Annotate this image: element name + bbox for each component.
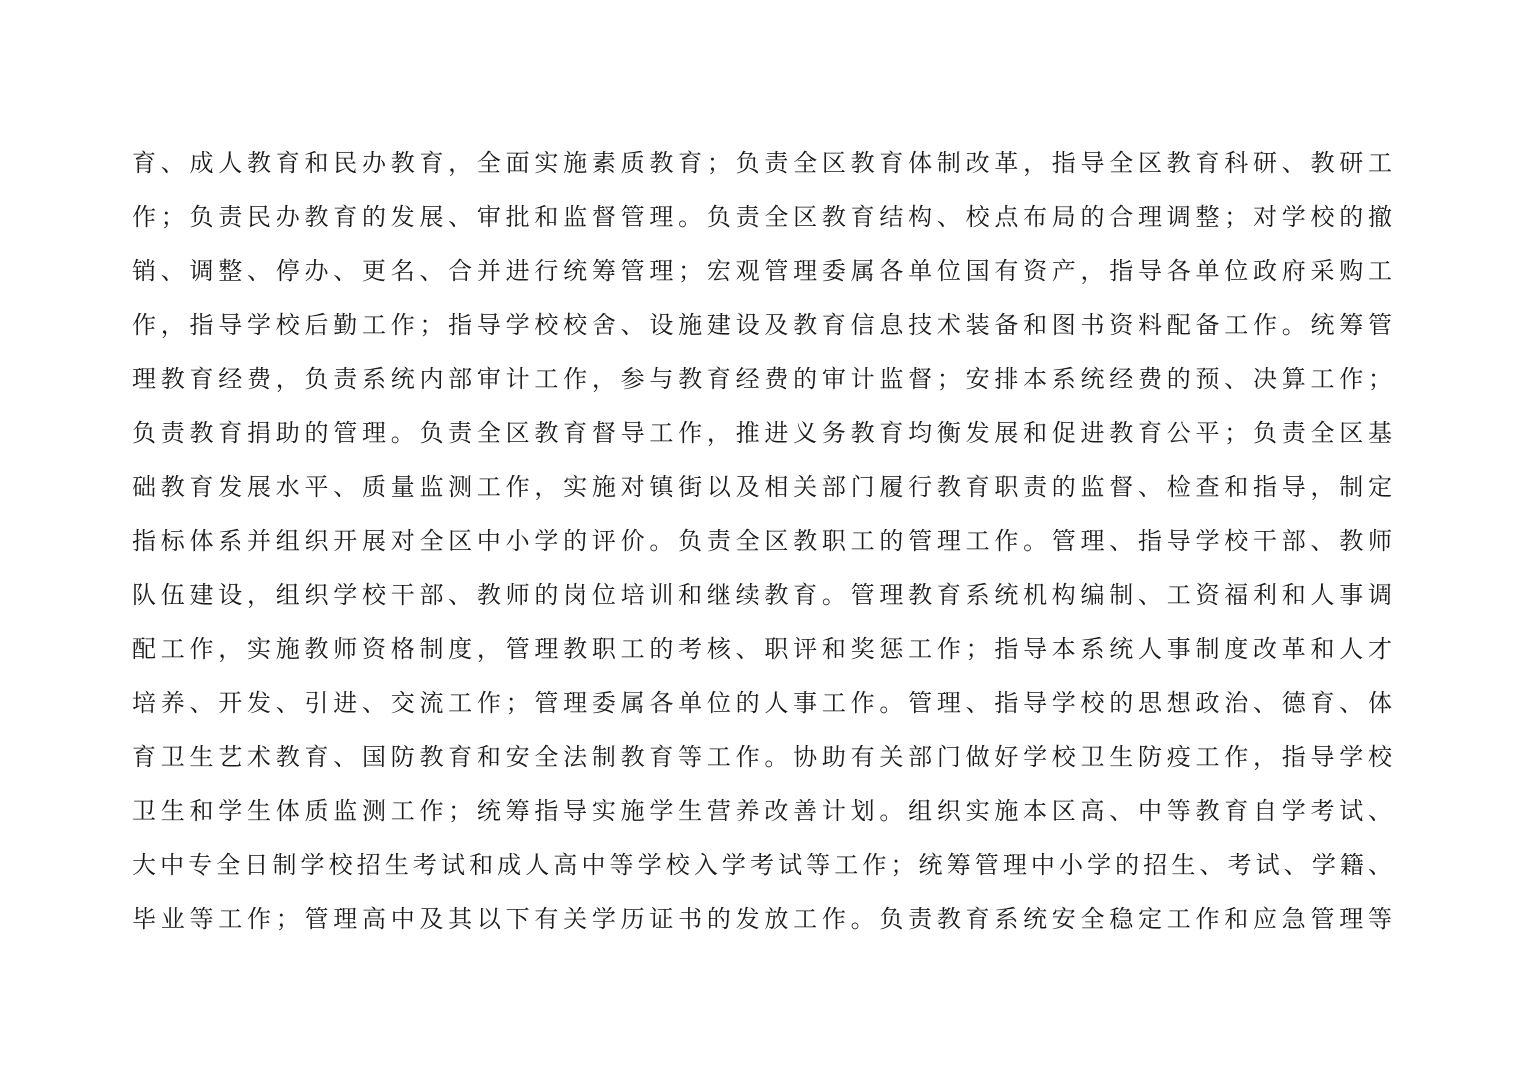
text-line-10: 配工作，实施教师资格制度，管理教职工的考核、职评和奖惩工作；指导本系统人事制度改革和人才 bbox=[132, 635, 1392, 663]
text-line-7: 础教育发展水平、质量监测工作，实施对镇街以及相关部门履行教育职责的监督、检查和指导，制定 bbox=[132, 473, 1392, 501]
text-line-14: 大中专全日制学校招生考试和成人高中等学校入学考试等工作；统筹管理中小学的招生、考试、学籍、 bbox=[132, 851, 1392, 879]
text-line-13: 卫生和学生体质监测工作；统筹指导实施学生营养改善计划。组织实施本区高、中等教育自学考试、 bbox=[132, 797, 1392, 825]
text-line-3: 销、调整、停办、更名、合并进行统筹管理；宏观管理委属各单位国有资产，指导各单位政府采购工 bbox=[132, 257, 1392, 285]
text-line-15: 毕业等工作；管理高中及其以下有关学历证书的发放工作。负责教育系统安全稳定工作和应急管理等 bbox=[132, 905, 1392, 933]
text-line-8: 指标体系并组织开展对全区中小学的评价。负责全区教职工的管理工作。管理、指导学校干部、教师 bbox=[132, 527, 1392, 555]
text-line-1: 育、成人教育和民办教育，全面实施素质教育；负责全区教育体制改革，指导全区教育科研、教研工 bbox=[132, 149, 1392, 177]
text-line-6: 负责教育捐助的管理。负责全区教育督导工作，推进义务教育均衡发展和促进教育公平；负责全区基 bbox=[132, 419, 1392, 447]
text-line-11: 培养、开发、引进、交流工作；管理委属各单位的人事工作。管理、指导学校的思想政治、德育、体 bbox=[132, 689, 1392, 717]
text-line-2: 作；负责民办教育的发展、审批和监督管理。负责全区教育结构、校点布局的合理调整；对学校的撤 bbox=[132, 203, 1392, 231]
text-line-4: 作，指导学校后勤工作；指导学校校舍、设施建设及教育信息技术装备和图书资料配备工作。统筹管 bbox=[132, 311, 1392, 339]
text-line-9: 队伍建设，组织学校干部、教师的岗位培训和继续教育。管理教育系统机构编制、工资福利和人事调 bbox=[132, 581, 1392, 609]
body-paragraph bbox=[132, 136, 1392, 946]
text-line-5: 理教育经费，负责系统内部审计工作，参与教育经费的审计监督；安排本系统经费的预、决算工作； bbox=[132, 365, 1392, 393]
text-line-12: 育卫生艺术教育、国防教育和安全法制教育等工作。协助有关部门做好学校卫生防疫工作，指导学校 bbox=[132, 743, 1392, 771]
